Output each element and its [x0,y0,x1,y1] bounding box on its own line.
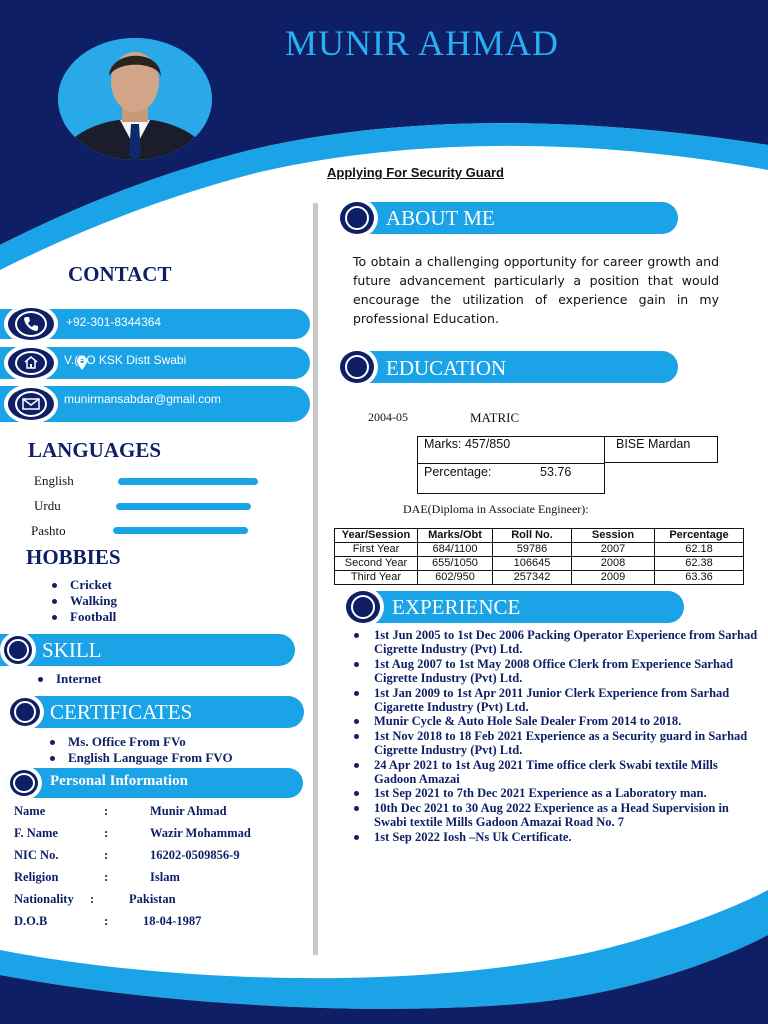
language-label: Urdu [34,498,61,513]
applying-for: Applying For Security Guard [327,165,504,180]
list-item: Ms. Office From FVo [46,734,233,750]
colon: : [104,914,109,928]
colon: : [104,826,109,840]
languages-title: LANGUAGES [28,438,162,462]
home-icon [4,344,58,382]
candidate-name: MUNIR AHMAD [284,23,560,63]
personal-info-title: Personal Information [50,773,188,789]
matric-marks: Marks: 457/850 [424,437,511,451]
table-cell: 63.36 [655,571,744,585]
personal-info-circle-icon [6,766,42,800]
certificates-circle-icon [6,694,44,730]
about-text: To obtain a challenging opportunity for career growth and future advancement particularly a position that would encourage the utilization of experience gain in my professional Education. [353,254,719,326]
table-header: Year/Session [335,529,418,543]
table-row [335,557,744,571]
about-title: ABOUT ME [386,206,495,230]
list-item: Munir Cycle & Auto Hole Sale Dealer From 2014 to 2018. [350,714,760,728]
colon: : [104,870,109,884]
personal-value: 18-04-1987 [143,914,202,928]
list-item: Internet [34,671,102,687]
table-cell: 106645 [493,557,572,571]
personal-value: Pakistan [129,892,176,906]
list-item: 24 Apr 2021 to 1st Aug 2021 Time office clerk Swabi textile Mills Gadoon Amazai [350,758,760,787]
hobbies-title: HOBBIES [26,545,121,569]
education-degree: MATRIC [470,410,520,425]
language-level-bar [113,527,248,534]
experience-list [350,628,760,844]
certificates-title: CERTIFICATES [50,700,193,724]
personal-label: Religion [14,870,59,884]
table-row [335,543,744,557]
table-cell: Second Year [335,557,418,571]
percentage-label: Percentage: [424,465,492,479]
address-text: V.(PO KSK Distt Swabi [64,353,187,367]
skill-title: SKILL [42,638,102,662]
matric-board: BISE Mardan [616,437,691,451]
education-circle-icon [336,347,378,387]
table-cell: 2008 [572,557,655,571]
colon: : [104,848,109,862]
experience-circle-icon [342,587,384,627]
table-cell: 2007 [572,543,655,557]
personal-value: Wazir Mohammad [150,826,251,840]
list-item: Cricket [48,577,117,593]
table-cell: Third Year [335,571,418,585]
about-circle-icon [336,198,378,238]
dae-table [334,528,744,585]
table-header: Roll No. [493,529,572,543]
table-header: Percentage [655,529,744,543]
education-year: 2004-05 [368,410,408,424]
phone-icon [4,304,58,344]
table-row [335,571,744,585]
percentage-value: 53.76 [540,465,572,479]
column-divider [313,203,318,955]
personal-label: NIC No. [14,848,59,862]
table-cell: 59786 [493,543,572,557]
language-label: English [34,473,74,488]
personal-label: F. Name [14,826,58,840]
table-cell: 62.18 [655,543,744,557]
table-cell: 257342 [493,571,572,585]
table-header: Marks/Obt [418,529,493,543]
personal-value: 16202-0509856-9 [150,848,240,862]
language-level-bar [118,478,258,485]
dae-title: DAE(Diploma in Associate Engineer): [403,502,589,516]
list-item: 1st Jan 2009 to 1st Apr 2011 Junior Clerk Experience from Sarhad Cigarette Industry (Pvt) Ltd. [350,686,760,715]
table-cell: First Year [335,543,418,557]
list-item: English Language From FVO [46,750,233,766]
personal-value: Islam [150,870,180,884]
list-item: 10th Dec 2021 to 30 Aug 2022 Experience as a Head Supervision in Swabi textile Mills Gadoon Amazai Road No. 7 [350,801,760,830]
language-level-bar [116,503,251,510]
language-label: Pashto [31,523,66,538]
list-item: 1st Nov 2018 to 18 Feb 2021 Experience as a Security guard in Sarhad Cigrette Industry (Pvt) Ltd. [350,729,760,758]
table-cell: 2009 [572,571,655,585]
certificates-list [46,734,233,766]
skill-list [34,671,102,687]
experience-title: EXPERIENCE [392,595,521,619]
colon: : [90,892,95,906]
personal-label: D.O.B [14,914,48,928]
list-item: Football [48,609,117,625]
box-divider [417,463,605,464]
mail-icon [4,384,58,424]
list-item: 1st Sep 2022 Iosh –Ns Uk Certificate. [350,830,760,844]
colon: : [104,804,109,818]
list-item: Walking [48,593,117,609]
table-cell: 655/1050 [418,557,493,571]
email-text: munirmansabdar@gmail.com [64,392,221,406]
personal-value: Munir Ahmad [150,804,227,818]
personal-label: Name [14,804,46,818]
table-cell: 602/950 [418,571,493,585]
personal-label: Nationality [14,892,74,906]
profile-photo [58,38,212,160]
hobbies-list [48,577,117,625]
table-header-row [335,529,744,543]
list-item: 1st Aug 2007 to 1st May 2008 Office Clerk from Experience Sarhad Cigrette Industry (Pvt) Ltd. [350,657,760,686]
education-title: EDUCATION [386,356,507,380]
skill-circle-icon [0,632,36,668]
list-item: 1st Jun 2005 to 1st Dec 2006 Packing Operator Experience from Sarhad Cigrette Industry (Pvt) Ltd. [350,628,760,657]
phone-text: +92-301-8344364 [66,315,162,329]
contact-title: CONTACT [68,262,172,286]
list-item: 1st Sep 2021 to 7th Dec 2021 Experience as a Laboratory man. [350,786,760,800]
table-header: Session [572,529,655,543]
table-cell: 62.38 [655,557,744,571]
table-cell: 684/1100 [418,543,493,557]
